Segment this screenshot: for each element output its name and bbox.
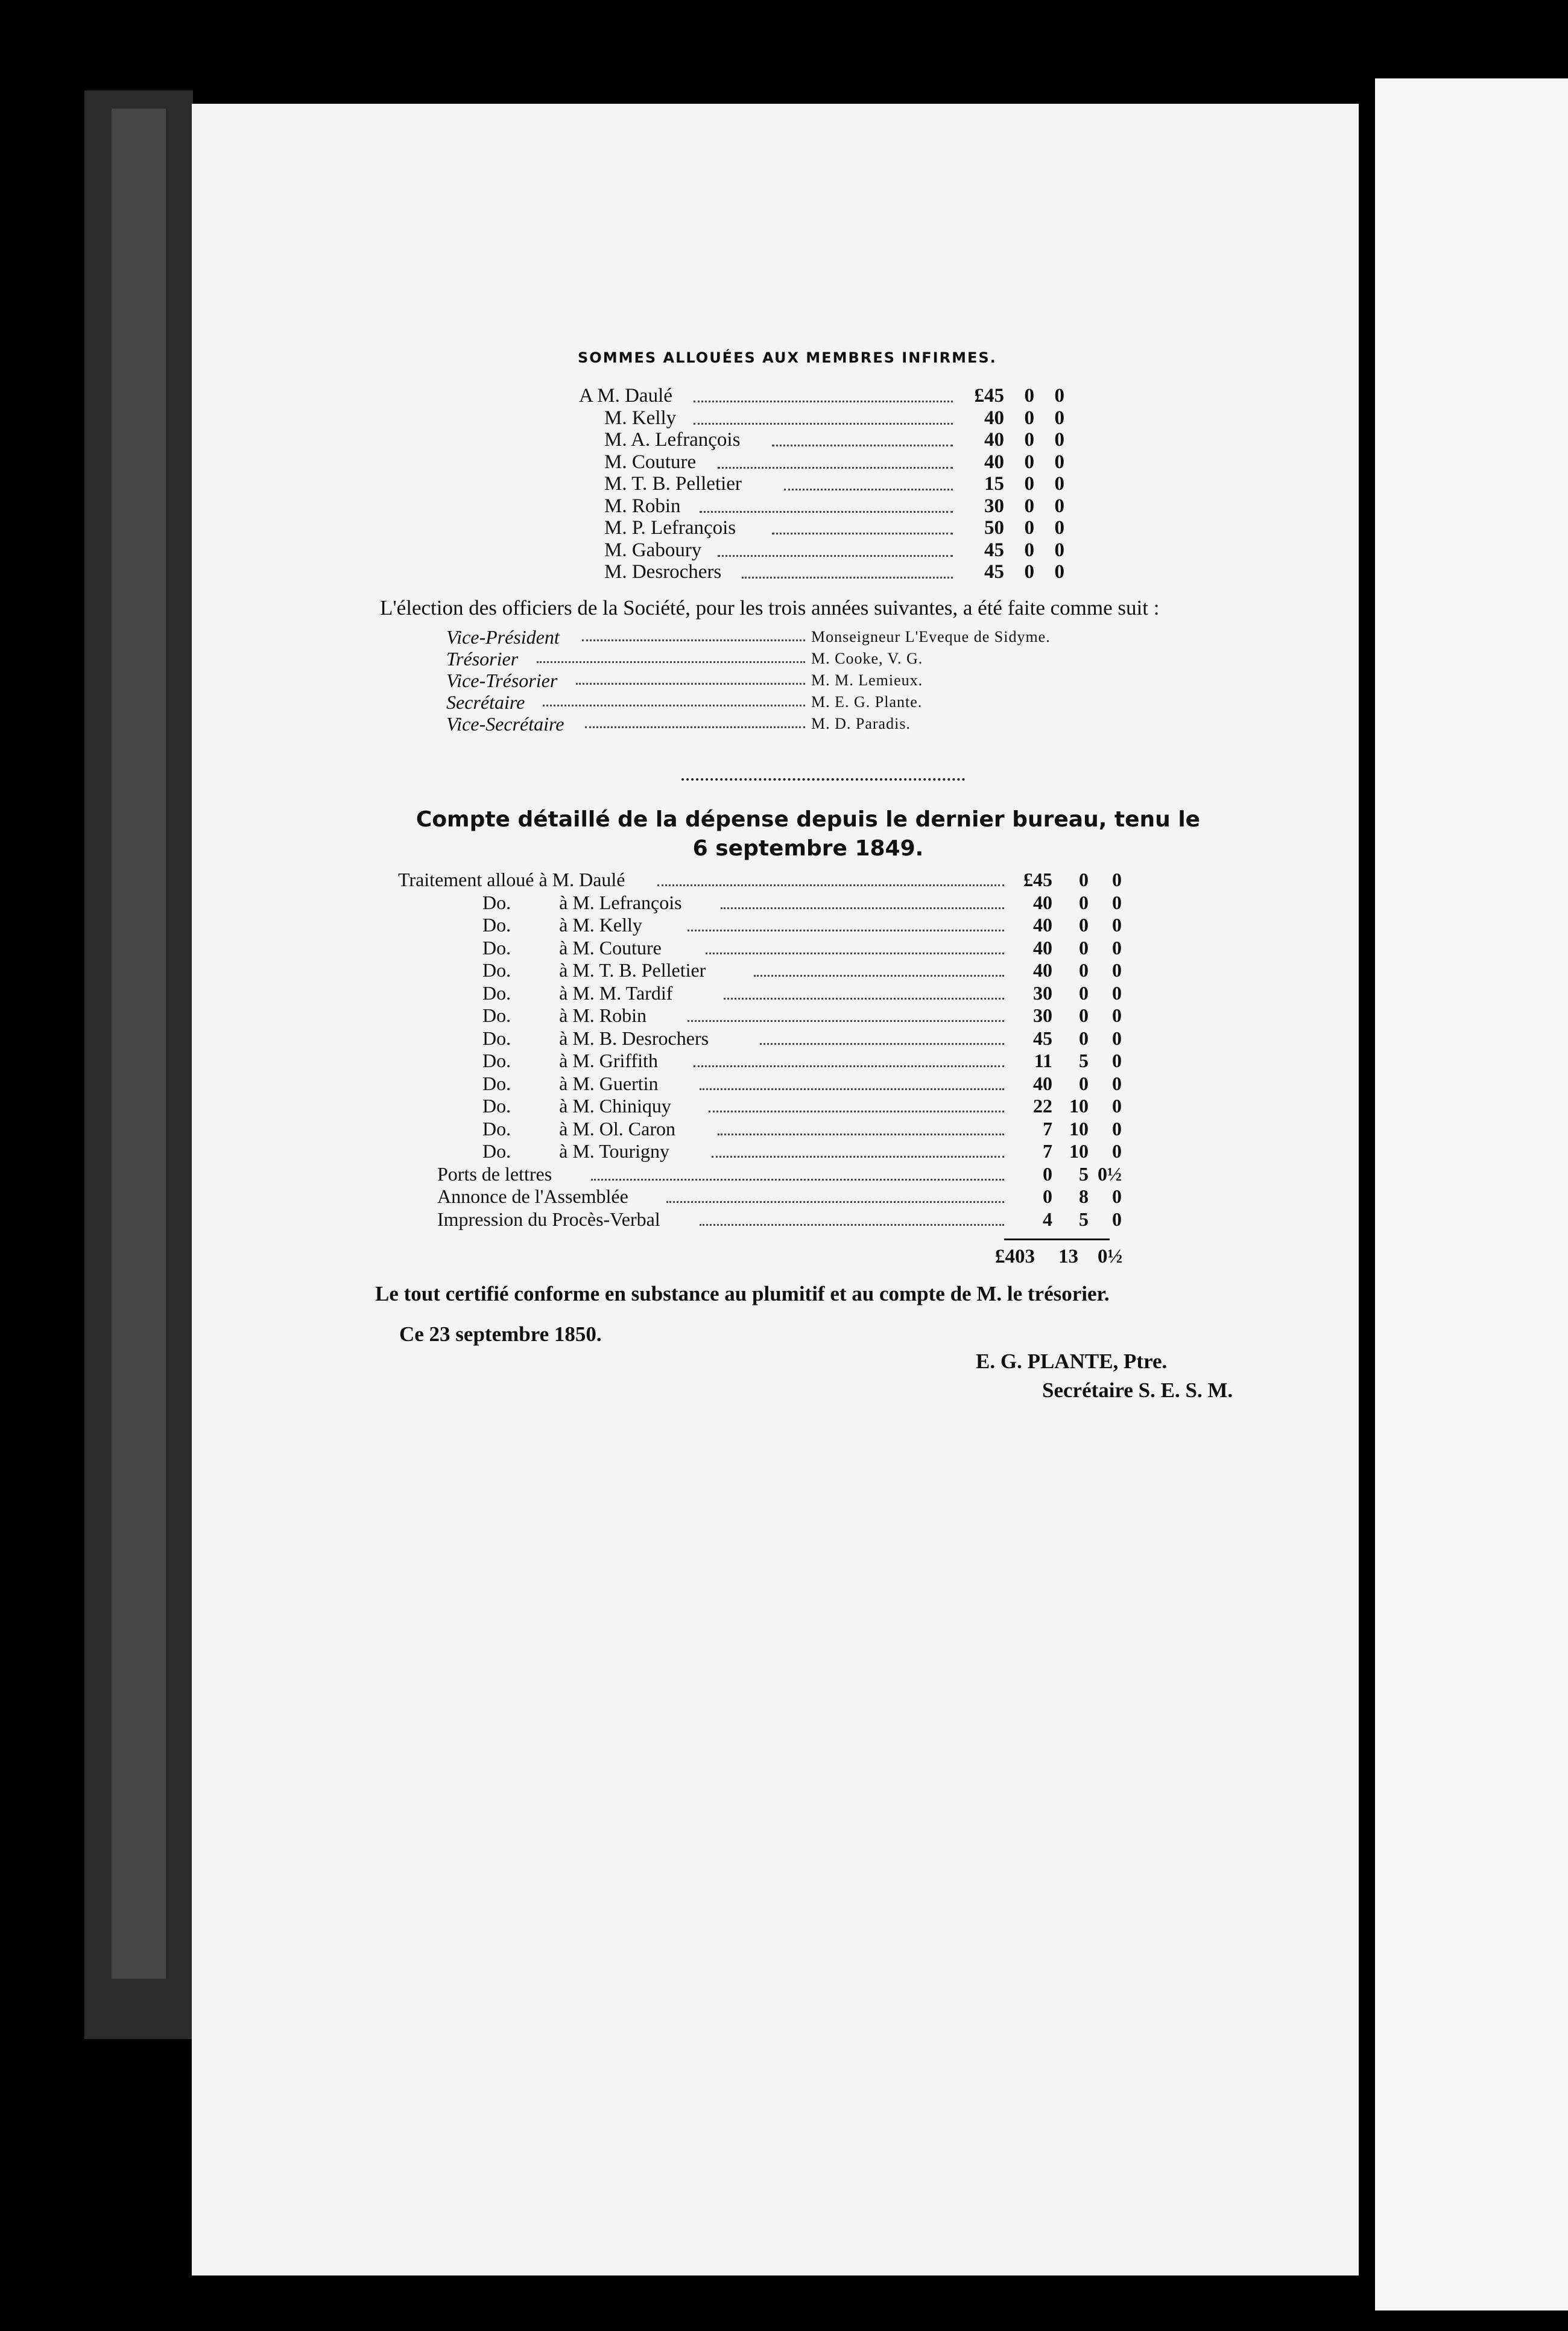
list-item [446,713,1242,735]
officer-name: Monseigneur L'Eveque de Sidyme. [811,628,1051,645]
leader-dots [712,1140,1004,1158]
amount-shillings: 0 [1079,914,1089,936]
expense-label: Do. à M. Couture [482,936,662,959]
amount-pounds: 40 [984,407,1004,429]
list-item [446,691,1242,713]
amount-pence: 0 [1112,1050,1122,1071]
leader-dots [688,914,1004,931]
amount-pounds: 7 [1043,1140,1052,1162]
amount-shillings: 0 [1024,517,1034,539]
list-item [579,517,1098,539]
amount-pence: 0 [1054,451,1064,473]
amount-pence: 0 [1054,473,1064,495]
allowance-name: M. Robin [604,495,681,517]
list-item [446,648,1242,670]
ornamental-divider [681,771,965,781]
expense-label: Ports de lettres [437,1162,552,1185]
expense-label: Do. à M. Guertin [482,1072,659,1094]
officer-name: M. Cooke, V. G. [811,650,923,667]
leader-dots [543,691,805,706]
list-item [579,473,1098,495]
amount-shillings: 10 [1069,1095,1089,1117]
amount-pence: 0 [1112,1140,1122,1162]
amount-shillings: 0 [1024,451,1034,473]
amount-pence: 0 [1112,1117,1122,1140]
certification-text: Le tout certifié conforme en substance au plumitif et au compte de M. le trésorier. [375,1282,1110,1305]
amount-shillings: 0 [1024,473,1034,495]
leader-dots [657,869,1004,886]
amount-shillings: 0 [1079,869,1089,890]
officer-name: M. M. Lemieux. [811,671,923,689]
amount-shillings: 0 [1079,982,1089,1004]
leader-dots [700,495,953,513]
leader-dots [772,429,953,446]
allowance-name: A M. Daulé [579,385,672,407]
amount-shillings: 0 [1079,1027,1089,1049]
expense-label: Do. à M. T. B. Pelletier [482,959,706,981]
amount-pounds: 11 [1034,1050,1052,1071]
leader-dots [537,648,805,663]
expense-label: Do. à M. M. Tardif [482,982,673,1004]
amount-pounds: 4 [1043,1208,1052,1230]
amount-pence: 0 [1054,385,1064,407]
amount-shillings: 10 [1069,1117,1089,1140]
amount-pounds: 40 [984,429,1004,451]
election-intro: L'élection des officiers de la Société, pour les trois années suivantes, a été faite comme suit : [380,596,1160,620]
amount-pence: 0 [1054,517,1064,539]
amount-pounds: 45 [984,539,1004,561]
amount-pence: 0 [1054,429,1064,451]
leader-dots [591,1163,1004,1181]
officer-name: M. E. G. Plante. [811,693,923,711]
amount-pounds: 22 [1033,1095,1052,1117]
leader-dots [709,1095,1004,1112]
expense-label: Do. à M. Tourigny [482,1140,670,1162]
amount-pounds: 30 [984,495,1004,517]
table-row [398,869,1122,892]
amount-pounds: 40 [1033,914,1052,936]
list-item [579,429,1098,451]
leader-dots [718,1118,1004,1135]
table-row [398,1073,1122,1096]
leader-dots [666,1185,1004,1203]
leader-dots [694,1050,1004,1067]
amount-pounds: 40 [1033,1072,1052,1094]
table-row [398,937,1122,960]
table-row [398,1208,1122,1231]
book-spine-edge [112,109,166,1979]
leader-dots [724,982,1004,1000]
amount-pence: 0 [1054,561,1064,583]
amount-pence: 0 [1112,1004,1122,1026]
allowance-name: M. Kelly [604,407,677,429]
officer-name: M. D. Paradis. [811,715,911,732]
leader-dots [576,670,805,685]
amount-pounds: 30 [1033,982,1052,1004]
amount-shillings: 0 [1024,407,1034,429]
table-row [398,1095,1122,1118]
leader-dots [582,626,805,641]
amount-pence: 0 [1112,1027,1122,1049]
officer-title: Vice-Trésorier [446,670,558,691]
list-item [579,539,1098,562]
amount-pounds: 40 [984,451,1004,473]
amount-pounds: 50 [984,517,1004,539]
list-item [579,407,1098,430]
leader-dots [721,892,1004,909]
amount-shillings: 0 [1079,959,1089,981]
amount-pence: 0 [1112,1208,1122,1230]
allowance-name: M. P. Lefrançois [604,517,736,539]
amount-shillings: 0 [1079,1004,1089,1026]
allowance-name: M. A. Lefrançois [604,429,741,451]
amount-pence: 0 [1112,936,1122,959]
expense-label: Do. à M. Ol. Caron [482,1117,675,1140]
expense-label: Do. à M. Lefrançois [482,891,682,913]
table-row [398,1163,1122,1186]
expense-label: Impression du Procès-Verbal [437,1208,660,1230]
total-shillings: 13 [1058,1246,1078,1267]
leader-dots [718,451,953,469]
leader-dots [700,1073,1004,1090]
table-row [398,1004,1122,1027]
account-heading [356,805,1260,863]
leader-dots [772,517,953,534]
expense-label: Do. à M. B. Desrochers [482,1027,709,1049]
leader-dots [760,1027,1004,1045]
leader-dots [754,959,1004,977]
table-row [398,892,1122,915]
amount-pence: 0 [1112,982,1122,1004]
signature-title: Secrétaire S. E. S. M. [1042,1378,1233,1402]
amount-shillings: 0 [1079,891,1089,913]
expense-label: Do. à M. Robin [482,1004,646,1026]
leader-dots [784,473,953,490]
leader-dots [688,1004,1004,1022]
amount-shillings: 0 [1024,429,1034,451]
amount-shillings: 10 [1069,1140,1089,1162]
amount-pounds: 7 [1043,1117,1052,1140]
table-row [398,1118,1122,1141]
list-item [579,385,1098,407]
expense-table [398,869,1122,1231]
allowances-list [579,385,1098,583]
total-rule [1004,1238,1110,1240]
signature-name: E. G. PLANTE, Ptre. [976,1349,1168,1373]
amount-pence: 0 [1054,495,1064,517]
list-item [446,670,1242,691]
amount-pounds: 40 [1033,959,1052,981]
officer-title: Secrétaire [446,691,525,713]
amount-pounds: 15 [984,473,1004,495]
amount-pounds: 45 [984,561,1004,583]
allowance-name: M. Desrochers [604,561,722,583]
officer-title: Trésorier [446,648,519,670]
expense-label: Do. à M. Kelly [482,914,642,936]
amount-shillings: 0 [1024,539,1034,561]
amount-pounds: 0 [1043,1185,1052,1207]
list-item [579,561,1098,583]
amount-shillings: 0 [1024,561,1034,583]
allowances-heading: SOMMES ALLOUÉES AUX MEMBRES INFIRMES. [578,349,997,366]
table-row [398,1185,1122,1208]
allowance-name: M. Gaboury [604,539,702,561]
officer-title: Vice-Secrétaire [446,713,564,735]
amount-pounds: 40 [1033,891,1052,913]
total-pence: 0½ [1098,1246,1123,1267]
amount-shillings: 0 [1024,385,1034,407]
table-row [398,1140,1122,1163]
leader-dots [694,385,953,402]
adjacent-page [1375,78,1568,2310]
amount-shillings: 0 [1079,1072,1089,1094]
account-heading-line2: 6 septembre 1849. [692,836,924,861]
amount-pence: 0 [1112,1072,1122,1094]
table-row [398,982,1122,1005]
amount-shillings: 0 [1079,936,1089,959]
amount-pounds: 30 [1033,1004,1052,1026]
amount-pence: 0 [1054,407,1064,429]
amount-pence: 0 [1054,539,1064,561]
amount-pounds: 45 [1033,1027,1052,1049]
list-item [579,495,1098,518]
amount-pounds: £45 [974,385,1004,407]
leader-dots [706,937,1004,954]
amount-shillings: 5 [1079,1162,1089,1185]
amount-shillings: 8 [1079,1185,1089,1207]
amount-pounds: 0 [1043,1162,1052,1185]
amount-shillings: 5 [1079,1208,1089,1230]
amount-pence: 0½ [1098,1162,1122,1185]
amount-pounds: £45 [1023,869,1052,890]
officers-list [446,626,1242,735]
amount-pence: 0 [1112,1095,1122,1117]
leader-dots [700,1208,1004,1226]
leader-dots [742,561,953,579]
amount-pence: 0 [1112,1185,1122,1207]
expense-label: Annonce de l'Assemblée [437,1185,628,1207]
table-row [398,914,1122,937]
amount-pence: 0 [1112,959,1122,981]
officer-title: Vice-Président [446,626,560,648]
total-pounds: £403 [995,1246,1035,1267]
leader-dots [718,539,953,557]
amount-shillings: 0 [1024,495,1034,517]
date-line: Ce 23 septembre 1850. [399,1322,602,1346]
allowance-name: M. T. B. Pelletier [604,473,742,495]
table-row [398,959,1122,982]
account-heading-line1: Compte détaillé de la dépense depuis le dernier bureau, tenu le [416,807,1201,832]
allowance-name: M. Couture [604,451,697,473]
expense-label: Do. à M. Griffith [482,1050,658,1071]
amount-pence: 0 [1112,869,1122,890]
table-row [398,1050,1122,1073]
list-item [579,451,1098,474]
expense-label: Traitement alloué à M. Daulé [398,869,625,890]
amount-pounds: 40 [1033,936,1052,959]
expense-label: Do. à M. Chiniquy [482,1095,671,1117]
table-row [398,1027,1122,1050]
amount-shillings: 5 [1079,1050,1089,1071]
leader-dots [585,713,805,728]
leader-dots [694,407,953,425]
list-item [446,626,1242,648]
amount-pence: 0 [1112,914,1122,936]
amount-pence: 0 [1112,891,1122,913]
